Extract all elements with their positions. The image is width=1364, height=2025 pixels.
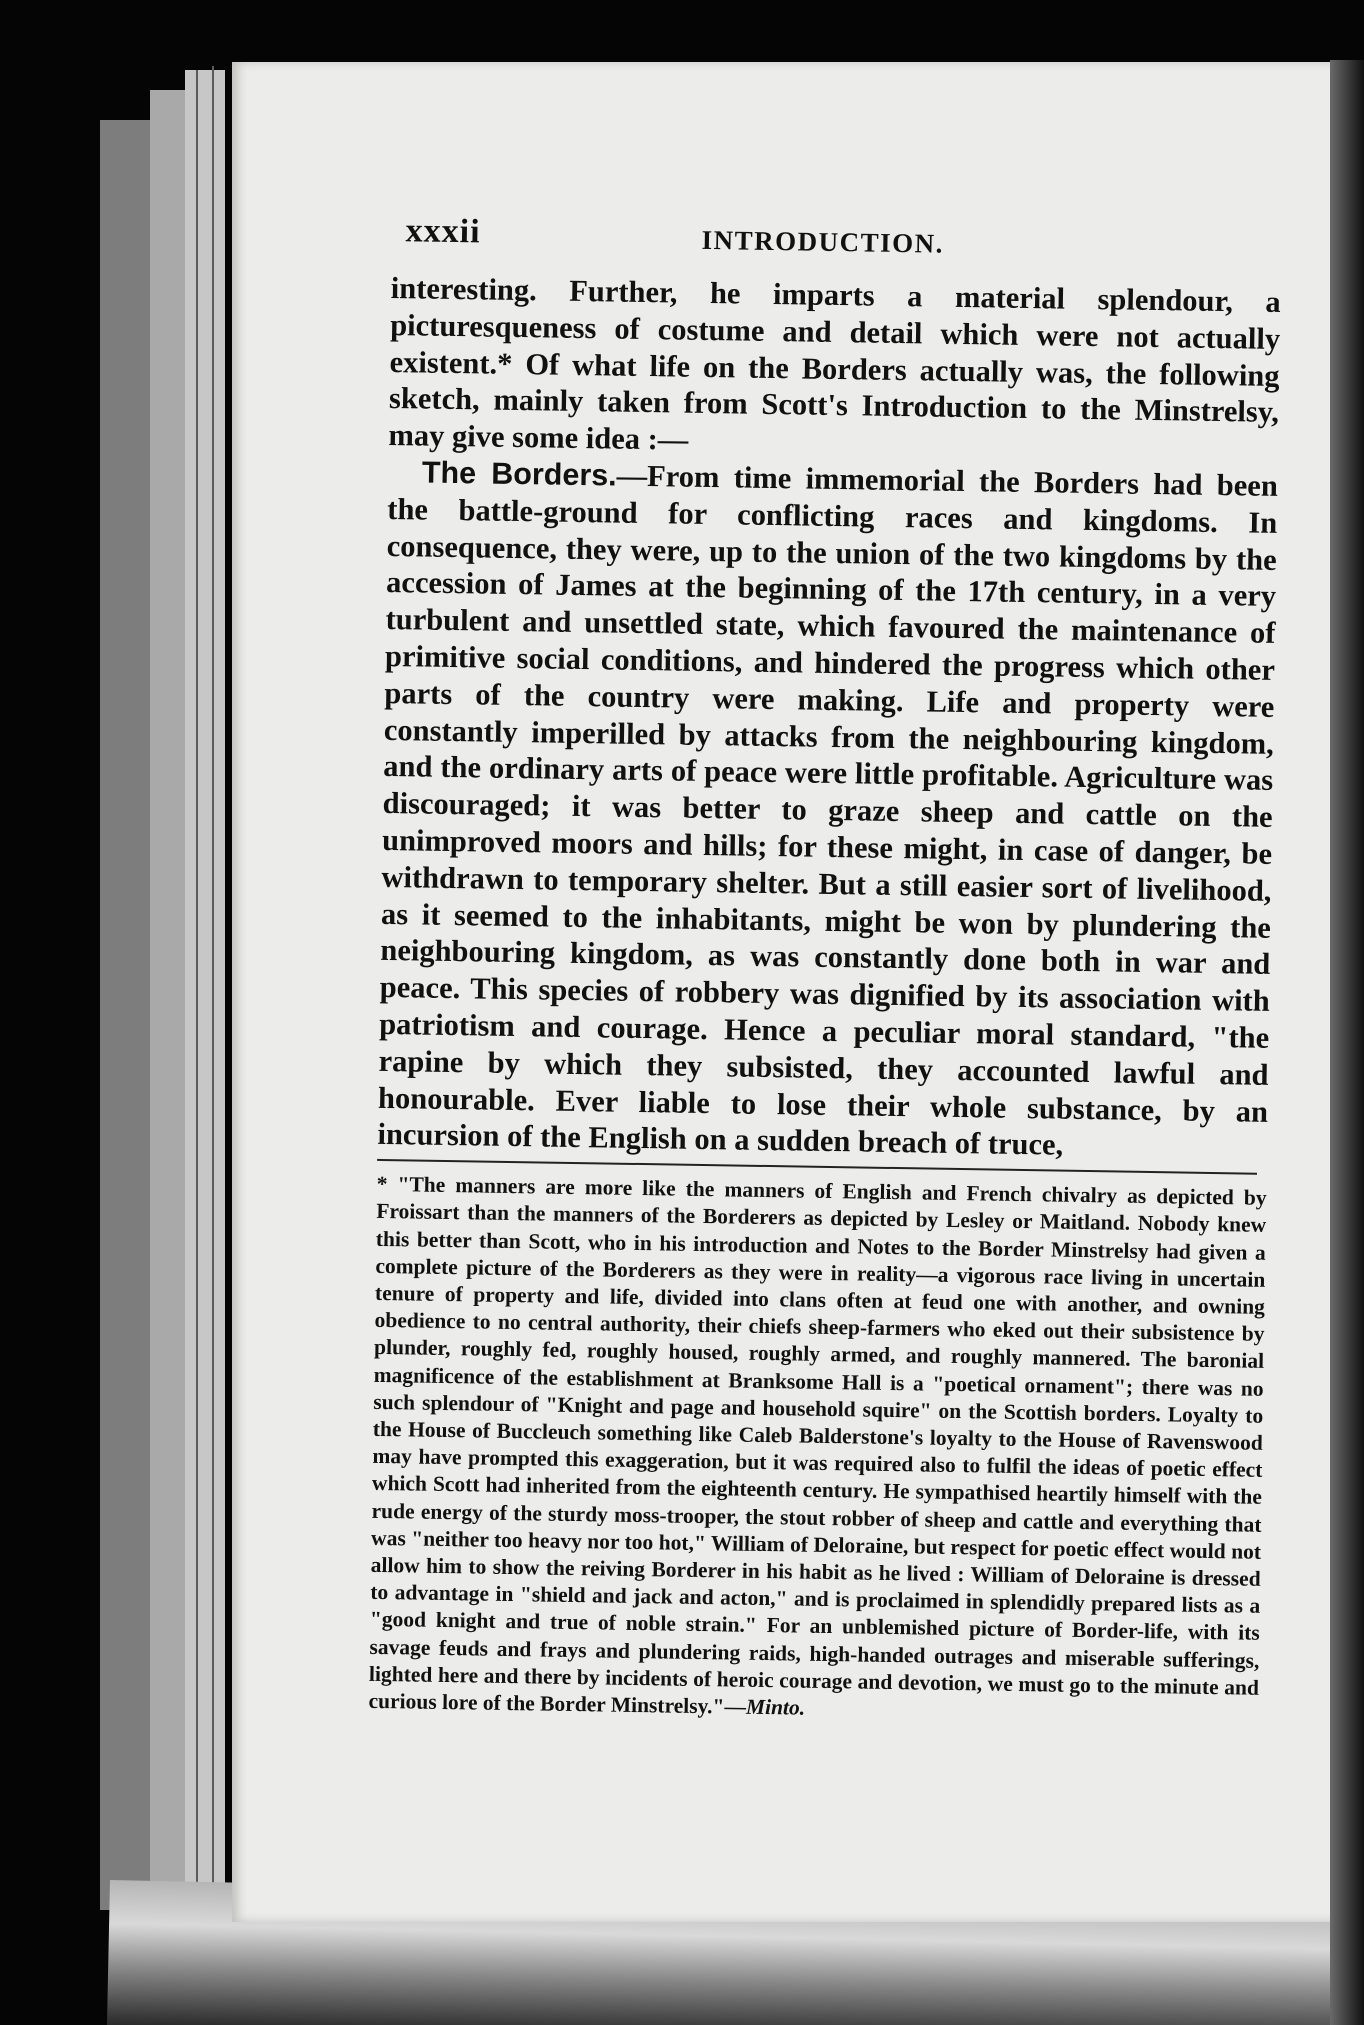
section-heading: The Borders. <box>421 455 617 493</box>
page-gutter-shadow <box>1330 60 1364 2025</box>
page-edge-line <box>196 70 198 1990</box>
footnote <box>368 1171 1266 1729</box>
page-edge <box>185 70 225 1990</box>
page-number: xxxii <box>405 212 481 251</box>
footnote-author: Minto. <box>745 1694 806 1720</box>
body-paragraph <box>377 454 1278 1167</box>
page-edge-line <box>212 66 214 1996</box>
page-content <box>368 212 1282 1729</box>
footnote-text: * "The manners are more like the manners of English and French chivalry as depicted by Froissart than the manners of the Borderers as depicted by Lesley or Maitland. Nobody knew this better than Scott, who in his introduction and Notes to the Border Minstrelsy had given a complete picture of the Borderers as they were in reality—a vigorous race living in uncertain tenure of property and life, divided into clans often at feud one with another, and owning obedience to no central authority, their chiefs sheep-farmers who eked out their subsistence by plunder, roughly fed, roughly housed, roughly armed, and roughly mannered. The baronial magnificence of the establishment at Branksome Hall is a "poetical ornament"; there was no such splendour of "Knight and page and household squire" on the Scottish borders. Loyalty to the House of Buccleuch something like Caleb Balderstone's loyalty to the House of Ravenswood may have prompted this exaggeration, but it was required also to fulfil the ideas of poetic effect which Scott had inherited from the eighteenth century. He sympathised heartily himself with the rude energy of the sturdy moss-trooper, the stout robber of sheep and cattle and everything that was "neither too heavy nor too hot," William of Deloraine, but respect for poetic effect would not allow him to show the reiving Borderer in his habit as he lived : William of Deloraine is dressed to advantage in "shield and jack and acton," and is proclaimed in splendidly prepared lists as a "good knight and true of noble strain." For an unblemished picture of Border-life, with its savage feuds and frays and plundering raids, high-handed outrages and miserable sufferings, lighted here and there by incidents of heroic courage and devotion, we must go to the minute and curious lore of the Border Minstrelsy."— <box>368 1172 1267 1719</box>
body-paragraph: interesting. Further, he imparts a material splendour, a picturesqueness of costume and detail which were not actually existent.* Of what life on the Borders actually was, the following sketch, mainly taken from Scott's Introduction to the Minstrelsy, may give some idea :— <box>388 270 1281 457</box>
section-text: —From time immemorial the Borders had been the battle-ground for conflicting races and kingdoms. In consequence, they were, up to the union of the two kingdoms by the accession of James at the beginning of the 17th century, in a very turbulent and unsettled state, which favoured the maintenance of primitive social conditions, and hindered the progress which other parts of the country were making. Life and property were constantly imperilled by attacks from the neighbouring kingdom, and the ordinary arts of peace were little profitable. Agriculture was discouraged; it was better to graze sheep and cattle on the unimproved moors and hills; for these might, in case of danger, be withdrawn to temporary shelter. But a still easier sort of livelihood, as it seemed to the inhabitants, might be won by plundering the neighbouring kingdom, as was constantly done both in war and peace. This species of robbery was dignified by its association with patriotism and courage. Hence a peculiar moral standard, "the rapine by which they subsisted, they accounted lawful and honourable. Ever liable to lose their whole substance, by an incursion of the English on a sudden breach of truce, <box>377 458 1279 1162</box>
running-head: INTRODUCTION. <box>701 224 945 259</box>
